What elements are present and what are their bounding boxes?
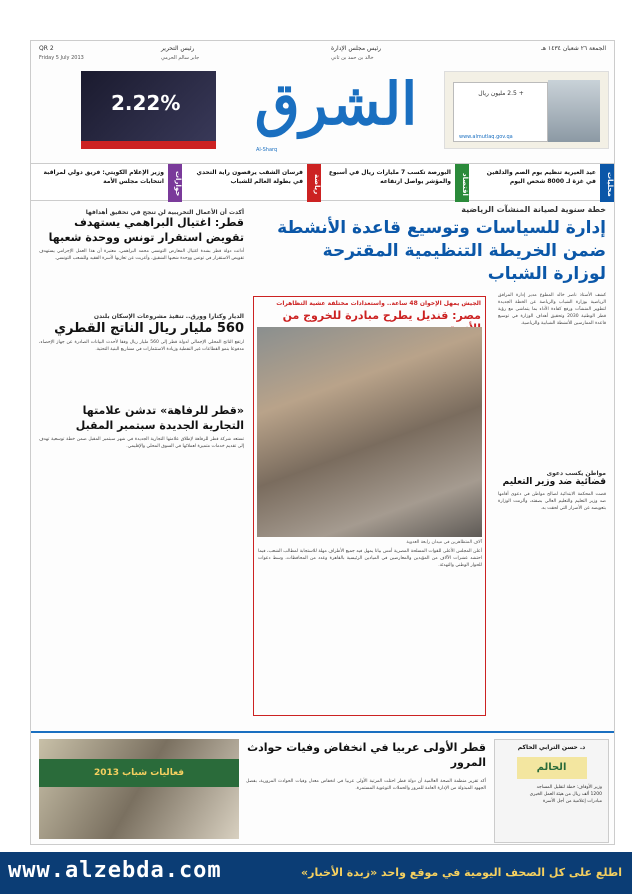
lead-kicker: خطة سنوية لصيانة المنشآت الرياضية <box>461 205 606 214</box>
price-label: 2 QR <box>39 45 54 52</box>
footer-url[interactable]: www.alzebda.com <box>8 858 222 883</box>
bottom-ad-line: مبادرات إعلامية من أجل الأسرة <box>542 799 602 805</box>
traffic-headline[interactable]: قطر الأولى عربيا في انخفاض وفيات حوادث المرور <box>247 741 486 769</box>
ad-left-bar <box>81 141 216 149</box>
crowd-photo <box>257 327 482 537</box>
board-name: خالد بن حمد بن ثاني <box>331 55 374 61</box>
education-kicker: مواطن يكسب دعوى <box>546 470 606 477</box>
education-story[interactable] <box>498 466 606 513</box>
left-column <box>39 205 244 451</box>
section-text-sports[interactable]: فرسان الشقب يرقصون راية التحدي في بطولة العالم للشباب <box>196 169 303 185</box>
bottom-ad-title: د. حسن الترابي الحاكم <box>517 744 586 751</box>
education-headline[interactable]: قضائية ضد وزير التعليم <box>502 477 606 487</box>
footer-banner[interactable] <box>0 852 632 894</box>
luxury-headline[interactable]: «قطر للرفاهة» تدشن علامتها التجارية الجديدة سبتمبر المقبل <box>75 404 244 432</box>
board-title: رئيس مجلس الإدارة <box>331 45 382 52</box>
education-body: قضت المحكمة الابتدائية لصالح مواطن في دعوى أقامها ضد وزير التعليم والتعليم العالي بصفته، وألزمت الوزارة بتعويضه عن الأضرار التي لحقت به. <box>498 491 606 511</box>
bottom-ad-logo: الحالم <box>517 757 587 779</box>
newspaper-page <box>30 40 615 845</box>
editor-name: جابر سالم الحرمي <box>161 55 200 61</box>
egypt-story[interactable] <box>253 296 486 716</box>
issue-date-ar: الجمعة ٢٦ شعبان ١٤٣٤ هـ <box>541 45 606 52</box>
editor-title: رئيس التحرير <box>161 45 195 52</box>
section-text-local[interactable]: عيد الغيرية تنظيم يوم الصم والدلفين في غزة لـ 8000 شخص اليوم <box>486 169 596 185</box>
sections-strip <box>31 163 614 201</box>
tunisia-headline[interactable]: قطر: اغتيال البراهمي يستهدف تقويض استقرار تونس ووحدة شعبها <box>48 216 244 244</box>
egypt-headline[interactable]: مصر: قنديل يطرح مبادرة للخروج من <box>282 309 481 322</box>
traffic-body: أكد تقرير منظمة الصحة العالمية أن دولة قطر احتلت المرتبة الأولى عربيا في انخفاض معدل وفيات الحوادث المرورية، بفضل الجهود المبذولة من الإدارة العامة للمرور والحملات التوعوية المستمرة. <box>246 779 486 791</box>
ad-right[interactable] <box>444 71 609 149</box>
ad-left-percent: 2.22% <box>111 91 181 115</box>
building-image <box>548 80 600 142</box>
logo-subtitle: Al-Sharq <box>256 147 278 153</box>
event-photo <box>39 739 239 839</box>
section-tag-interviews[interactable]: حوارات <box>168 164 182 202</box>
bottom-ad-line: وزير الأوقاف: خطة لتقليل المساجد <box>536 785 602 790</box>
egypt-caption: آلاف المتظاهرين في ميدان رابعة العدوية <box>406 540 482 545</box>
issue-date-en: Friday 5 July 2013 <box>39 55 84 61</box>
tunisia-kicker: أكدت أن الأعمال التخريبية لن تنجح في تحقيق أهدافها <box>85 209 244 216</box>
ad-right-title: + 2.5 مليون ريال <box>478 90 524 97</box>
bottom-ad-list <box>495 779 608 811</box>
gdp-headline[interactable]: 560 مليار ريال الناتج القطري <box>54 320 244 336</box>
event-banner: فعاليات شباب 2013 <box>39 759 239 787</box>
bottom-ad[interactable] <box>494 739 609 843</box>
logo-title: الشرق <box>254 70 418 138</box>
lead-body: كشف الأستاذ ناصر خالد المطوع مدير إدارة المرافق الرياضية بوزارة الشباب والرياضة عن الخطة الجديدة لتطوير المنشآت ورفع كفاءة الأداء بما يتماشى مع رؤية قطر الوطنية 2030 وتحقيق أهداف الوزارة في توسيع قاعدة الممارسين للأنشطة الشبابية والرياضية. <box>498 293 606 326</box>
gdp-body: ارتفع الناتج المحلي الإجمالي لدولة قطر إلى 560 مليار ريال وفقا لأحدث البيانات الصادرة عن جهاز الإحصاء، مدفوعا بنمو القطاعات غير النفطية وزيادة الاستثمارات في مشاريع البنية التحتية. <box>39 340 244 353</box>
footer-tagline: اطلع على كل الصحف اليومية في موقع واحد «زبدة الأخبار» <box>301 866 622 879</box>
gdp-kicker: الديار وكتارا وورق.. تنفيذ مشروعات الإسكان بلندن <box>93 312 244 320</box>
logo-row <box>31 63 614 163</box>
egypt-kicker: الجيش يمهل الإخوان 48 ساعة.. واستعدادات مختلفة عشية التظاهرات <box>276 300 481 307</box>
bottom-area <box>31 731 614 845</box>
section-text-interviews[interactable]: وزير الإعلام الكويتي: فريق دولي لمراقبة انتخابات مجلس الأمة <box>43 169 164 185</box>
tunisia-body: أدانت دولة قطر بشدة اغتيال المعارض التونسي محمد البراهمي، معتبرة أن هذا العمل الإجرامي يستهدف تقويض الاستقرار في تونس ووحدة شعبها الشقيق، وأعربت عن تعازيها لأسرة الفقيد وللشعب التونسي. <box>39 248 244 261</box>
masthead-top <box>31 41 614 63</box>
ad-right-url: www.almutlaq.gov.qa <box>459 134 513 140</box>
logo[interactable] <box>246 70 426 141</box>
section-text-economy[interactable]: البورصة تكسب 7 مليارات ريال في أسبوع والمؤشر يواصل ارتفاعه <box>328 169 451 185</box>
lead-headline[interactable]: إدارة للسياسات وتوسيع قاعدة الأنشطة ضمن الخريطة التنظيمية المقترحة لوزارة الشباب <box>277 218 606 284</box>
section-tag-sports[interactable]: رياضة <box>307 164 321 202</box>
luxury-body: تستعد شركة قطر للرفاهة لإطلاق علامتها التجارية الجديدة في شهر سبتمبر المقبل ضمن خطة توسعية تهدف إلى تقديم خدمات متميزة لعملائها في السوق المحلي والإقليمي. <box>39 436 244 449</box>
ad-left[interactable] <box>81 71 216 149</box>
bottom-ad-line: 1200 ألف ريال من هيئة العمل الخيري <box>529 792 602 798</box>
section-tag-local[interactable]: محليات <box>600 164 614 202</box>
section-tag-economy[interactable]: اقتصاد <box>455 164 469 202</box>
egypt-body: أعلن المجلس الأعلى للقوات المسلحة المصرية أمس بيانا يمهل فيه جميع الأطراف مهلة للاستجابة لمطالب الشعب، فيما احتشد عشرات الآلاف من المؤيدين والمعارضين في الميادين الرئيسية بالقاهرة وعدد من المحافظات، وسط دعوات للحوار الوطني والتهدئة. <box>258 549 482 568</box>
